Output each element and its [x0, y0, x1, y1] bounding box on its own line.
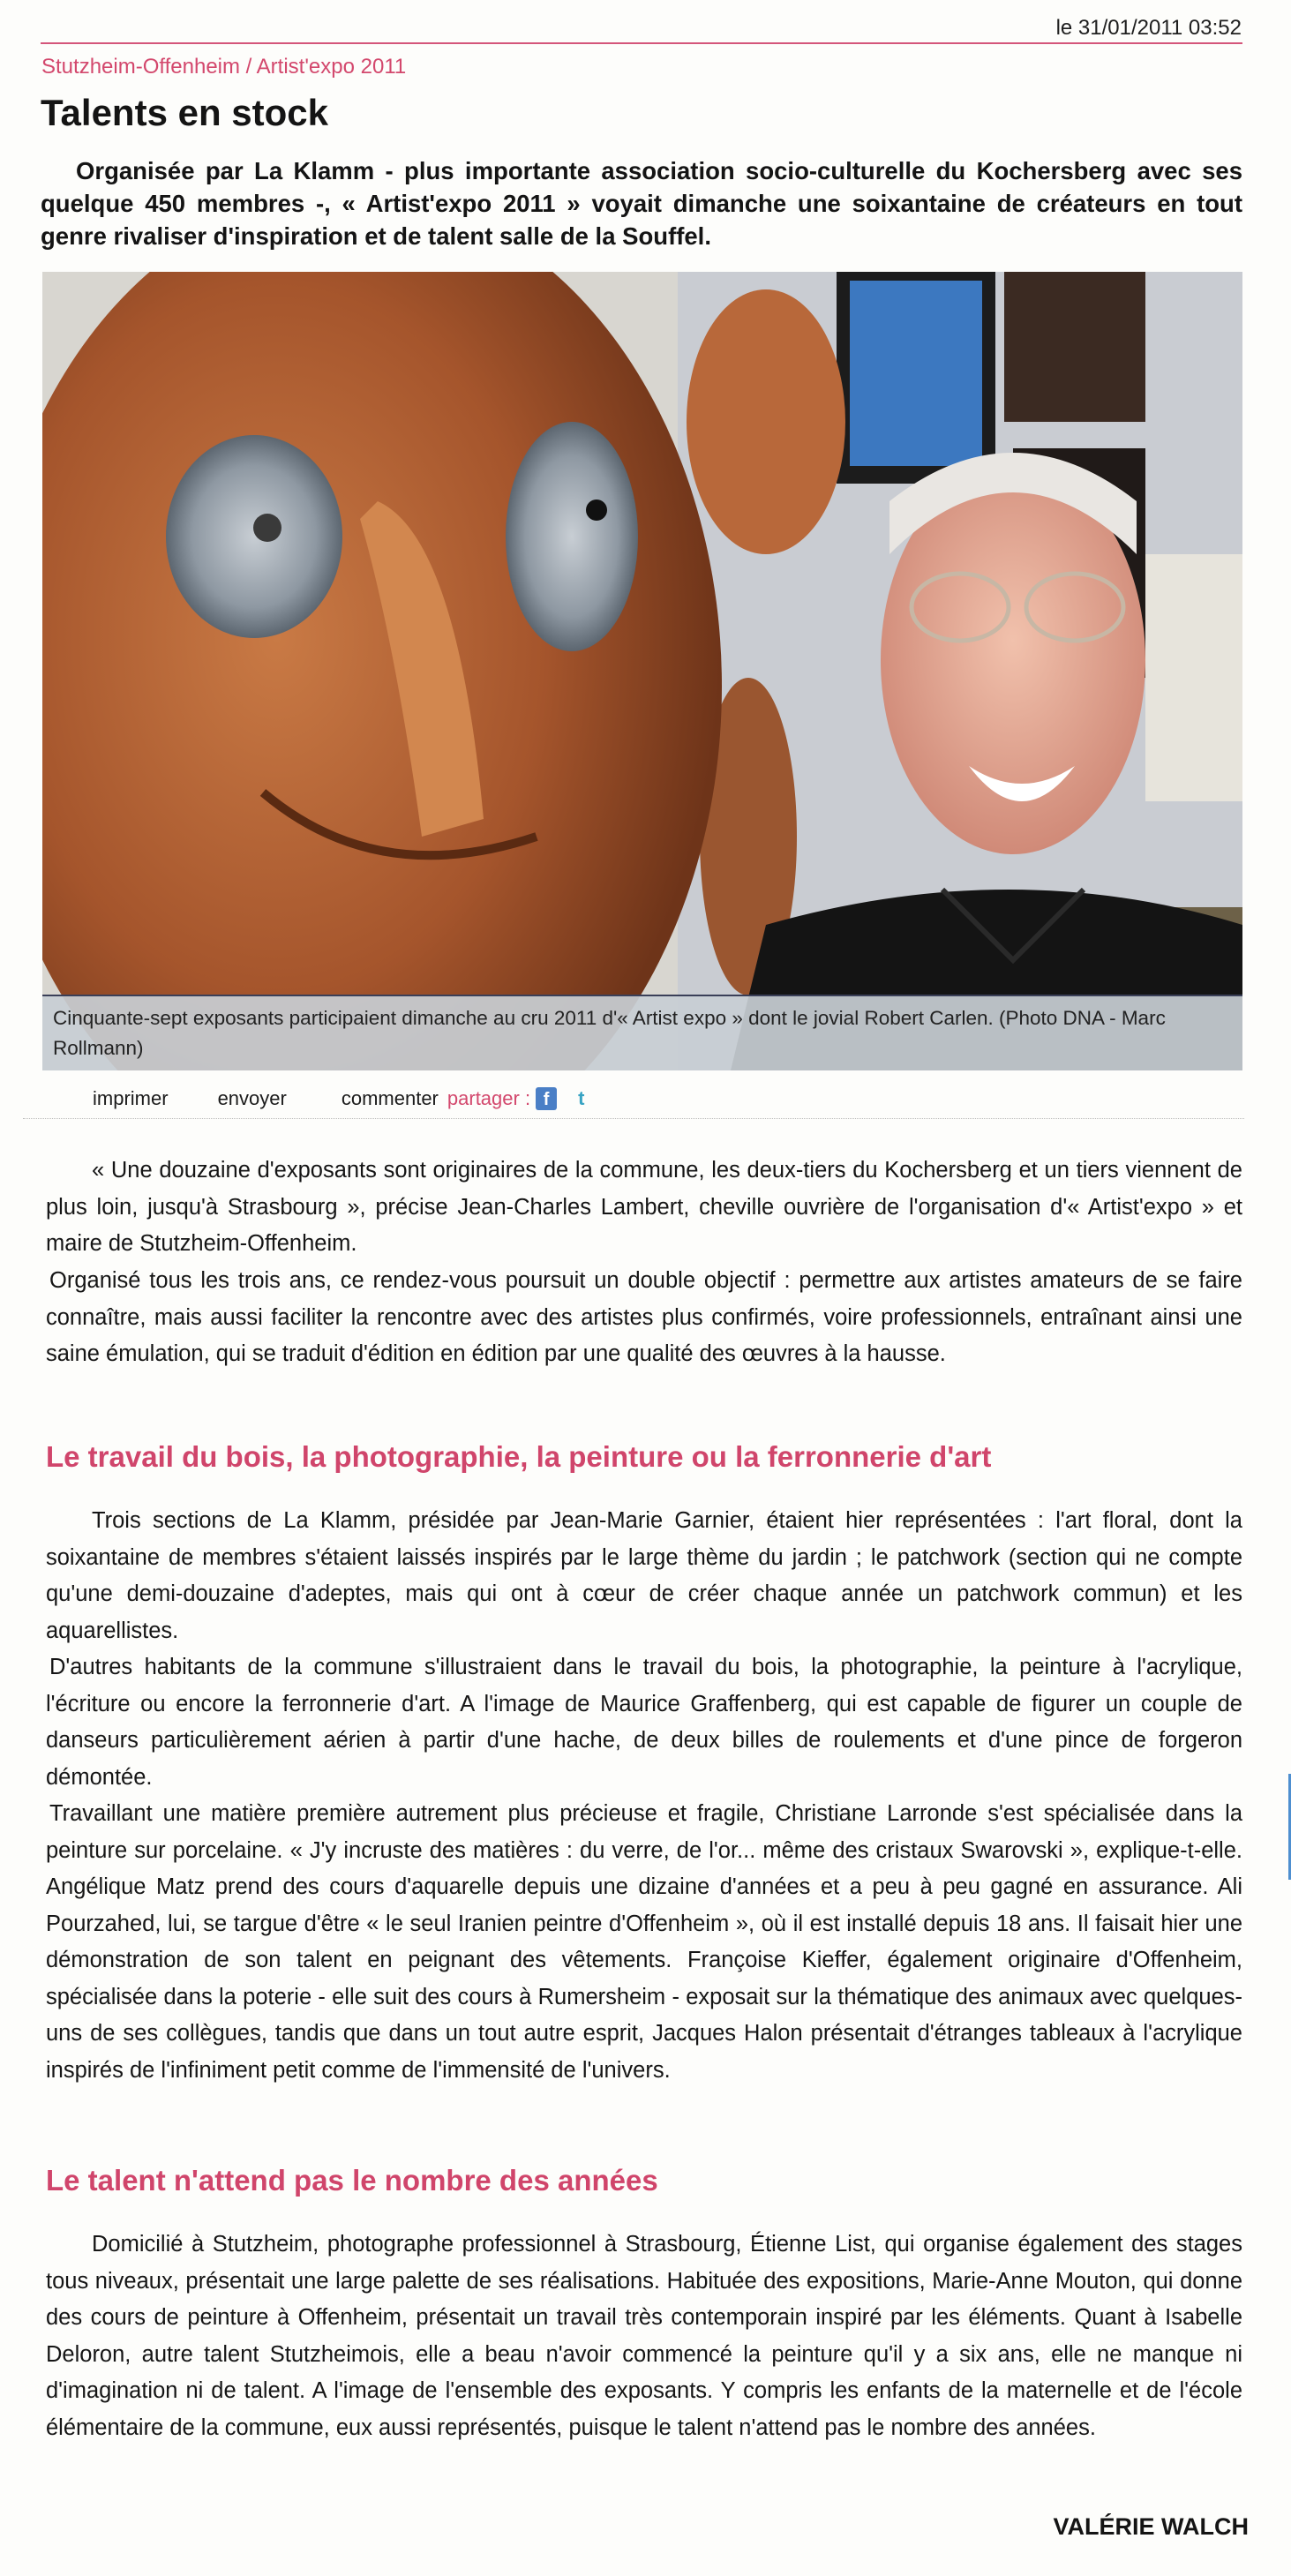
paragraph-4: D'autres habitants de la commune s'illustraient dans le travail du bois, la photographie, la peinture à l'acrylique, l'écriture ou encore la ferronnerie d'art. A l'image de Maurice Graffenberg, qui est capable de figurer un couple de danseurs particulièrement aérien à partir d'une hache, de deux billes de roulements et d'une pince de forgeron démontée.	[46, 1655, 1242, 1790]
publish-date: le 31/01/2011 03:52	[1055, 16, 1242, 40]
subheading-1: Le travail du bois, la photographie, la peinture ou la ferronnerie d'art	[46, 1440, 992, 1473]
paragraph-2: Organisé tous les trois ans, ce rendez-vous poursuit un double objectif : permettre aux artistes amateurs de se faire connaître, mais aussi faciliter la rencontre avec des artistes plus confirmés, voire professionnels, entraînant ainsi une saine émulation, qui se traduit d'édition en édition par une qualité des œuvres à la hausse.	[46, 1268, 1242, 1366]
article-lede: Organisée par La Klamm - plus importante association socio-culturelle du Kochersberg avec ses quelque 450 membres -, « Artist'expo 2011 » voyait dimanche une soixantaine de créateurs en tout genre rivaliser d'inspiration et de talent salle de la Souffel.	[41, 157, 1242, 250]
paragraph-1: « Une douzaine d'exposants sont originaires de la commune, les deux-tiers du Kochersberg et un tiers viennent de plus loin, jusqu'à Strasbourg », précise Jean-Charles Lambert, cheville ouvrière de l'organisation d'« Artist'expo » et maire de Stutzheim-Offenheim.	[46, 1158, 1242, 1256]
send-link[interactable]: envoyer	[217, 1087, 287, 1109]
photo-caption: Cinquante-sept exposants participaient dimanche au cru 2011 d'« Artist expo » dont le jovial Robert Carlen. (Photo DNA - Marc Rollmann)	[42, 995, 1242, 1070]
share-label: partager :	[447, 1087, 531, 1109]
photo-illustration	[42, 272, 1242, 1070]
twitter-icon[interactable]: t	[578, 1087, 585, 1109]
paragraph-3: Trois sections de La Klamm, présidée par Jean-Marie Garnier, étaient hier représentées : l'art floral, dont la soixantaine de membres s'étaient laissés inspirés par le large thème du jardin ; le patchwork (section qui ne compte qu'une demi-douzaine d'adeptes, mais qui ont à cœur de créer chaque année un patchwork commun) et les aquarellistes.	[46, 1508, 1242, 1643]
article-toolbar	[93, 1087, 590, 1110]
header-divider	[41, 42, 1242, 44]
page-title: Talents en stock	[41, 92, 328, 133]
paragraph-6: Domicilié à Stutzheim, photographe professionnel à Strasbourg, Étienne List, qui organise également des stages tous niveaux, présentait une large palette de ses réalisations. Habituée des expositions, Marie-Anne Mouton, qui donne des cours de peinture à Offenheim, présentait un travail très contemporain inspiré par les éléments. Quant à Isabelle Deloron, autre talent Stutzheimois, elle a beau n'avoir commencé la peinture qu'il y a six ans, elle ne manque ni d'imagination ni de talent. A l'image de l'ensemble des exposants. Y compris les enfants de la maternelle et de l'école élémentaire de la commune, eux aussi représentés, puisque le talent n'attend pas le nombre des années.	[46, 2232, 1242, 2440]
author-byline: VALÉRIE WALCH	[1053, 2513, 1249, 2540]
paragraph-5: Travaillant une matière première autrement plus précieuse et fragile, Christiane Larronde s'est spécialisée dans la peinture sur porcelaine. « J'y incruste des matières : du verre, de l'or... même des cristaux Swarovski », explique-t-elle. Angélique Matz prend des cours d'aquarelle depuis une dizaine d'années et a peu à peu gagné en assurance. Ali Pourzahed, lui, se targue d'être « le seul Iranien peintre d'Offenheim », où il est installé depuis 18 ans. Il faisait hier une démonstration de son talent en peignant des vêtements. Françoise Kieffer, également originaire d'Offenheim, spécialisée dans la poterie - elle suit des cours à Rumersheim - exposait sur la thématique des animaux avec quelques-uns de ses collègues, tandis que dans un tout autre esprit, Jacques Halon présentait d'étranges tableaux à l'acrylique inspirés de l'infiniment petit comme de l'immensité de l'univers.	[46, 1801, 1242, 2083]
subheading-2: Le talent n'attend pas le nombre des années	[46, 2164, 658, 2197]
comment-link[interactable]: commenter	[341, 1087, 439, 1109]
toolbar-divider	[23, 1118, 1244, 1119]
breadcrumb[interactable]: Stutzheim-Offenheim / Artist'expo 2011	[41, 55, 407, 79]
facebook-icon[interactable]: f	[536, 1087, 557, 1110]
print-link[interactable]: imprimer	[93, 1087, 169, 1109]
article-photo	[42, 272, 1242, 1070]
